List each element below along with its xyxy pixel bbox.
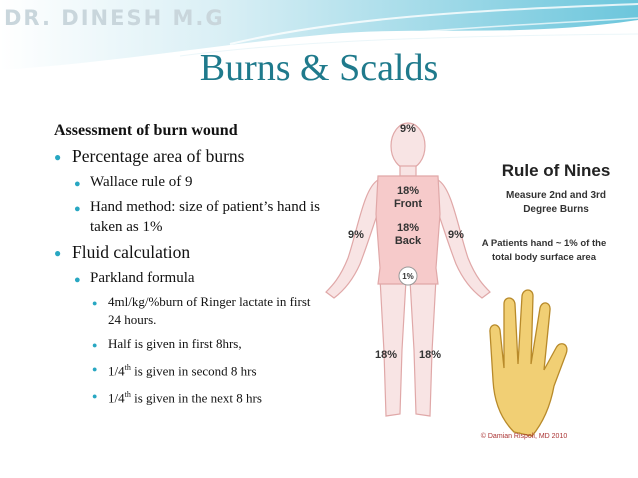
bullet-dot-icon: ● — [54, 150, 62, 164]
parkland-text-post: is given in the next 8 hrs — [130, 390, 262, 406]
parkland-item — [54, 335, 324, 353]
label-head: 9% — [400, 123, 416, 135]
bullet-fluid-calculation — [54, 242, 324, 263]
parkland-text-pre: 1/4 — [108, 363, 125, 379]
label-front: Front — [393, 198, 423, 210]
bullet-dot-icon: ● — [74, 203, 81, 215]
label-left-arm: 9% — [348, 229, 364, 241]
bullet-text: Parkland formula — [90, 270, 195, 286]
bullet-percentage-area — [54, 146, 324, 167]
parkland-item — [54, 359, 324, 380]
bullet-dot-icon: ● — [54, 246, 62, 260]
bullet-dot-icon: ● — [92, 364, 98, 374]
watermark-text: DR. DINESH M.G — [4, 6, 225, 30]
parkland-item — [54, 386, 324, 407]
content-column — [54, 122, 324, 414]
rule-subtitle-line1: Measure 2nd and 3rd — [505, 190, 607, 201]
parkland-text: Half is given in first 8hrs, — [108, 336, 242, 351]
bullet-parkland-formula — [54, 268, 324, 288]
parkland-text-post: is given in second 8 hrs — [130, 363, 257, 379]
bullet-dot-icon: ● — [92, 340, 98, 350]
bullet-text: Hand method: size of patient’s hand is taken as 1% — [90, 199, 320, 235]
bullet-dot-icon: ● — [74, 178, 81, 190]
hand-note-line1: A Patients hand ~ 1% of the — [481, 238, 607, 249]
parkland-text-pre: 1/4 — [108, 390, 125, 406]
bullet-dot-icon: ● — [74, 274, 81, 286]
label-groin: 1% — [402, 272, 414, 281]
parkland-superscript: th — [124, 363, 131, 372]
hand-illustration — [490, 290, 567, 436]
bullet-wallace-rule — [54, 172, 324, 192]
rule-subtitle-line2: Degree Burns — [523, 204, 589, 215]
parkland-superscript: th — [124, 390, 131, 400]
hand-note-line2: total body surface area — [491, 252, 597, 263]
section-heading: Assessment of burn wound — [54, 122, 238, 139]
label-back: Back — [394, 235, 422, 247]
slide-title: Burns & Scalds — [199, 47, 439, 89]
label-left-leg: 18% — [374, 349, 398, 361]
parkland-item — [54, 293, 324, 329]
bullet-dot-icon: ● — [92, 298, 98, 308]
bullet-text: Percentage area of burns — [72, 146, 245, 166]
bullet-text: Fluid calculation — [72, 242, 191, 262]
rule-of-nines-illustration — [318, 118, 618, 448]
bullet-dot-icon: ● — [92, 391, 98, 402]
parkland-text: 4ml/kg/%burn of Ringer lactate in first 24 hours. — [108, 294, 311, 327]
label-right-arm: 9% — [448, 229, 464, 241]
label-front-pct: 18% — [396, 185, 420, 197]
rule-of-nines-title: Rule of Nines — [501, 161, 611, 180]
label-right-leg: 18% — [418, 349, 442, 361]
image-credit: © Damian Rispoli, MD 2010 — [480, 433, 568, 440]
label-back-pct: 18% — [396, 222, 420, 234]
bullet-hand-method — [54, 197, 324, 237]
rule-of-nines-figure — [318, 118, 618, 448]
bullet-text: Wallace rule of 9 — [90, 174, 193, 190]
